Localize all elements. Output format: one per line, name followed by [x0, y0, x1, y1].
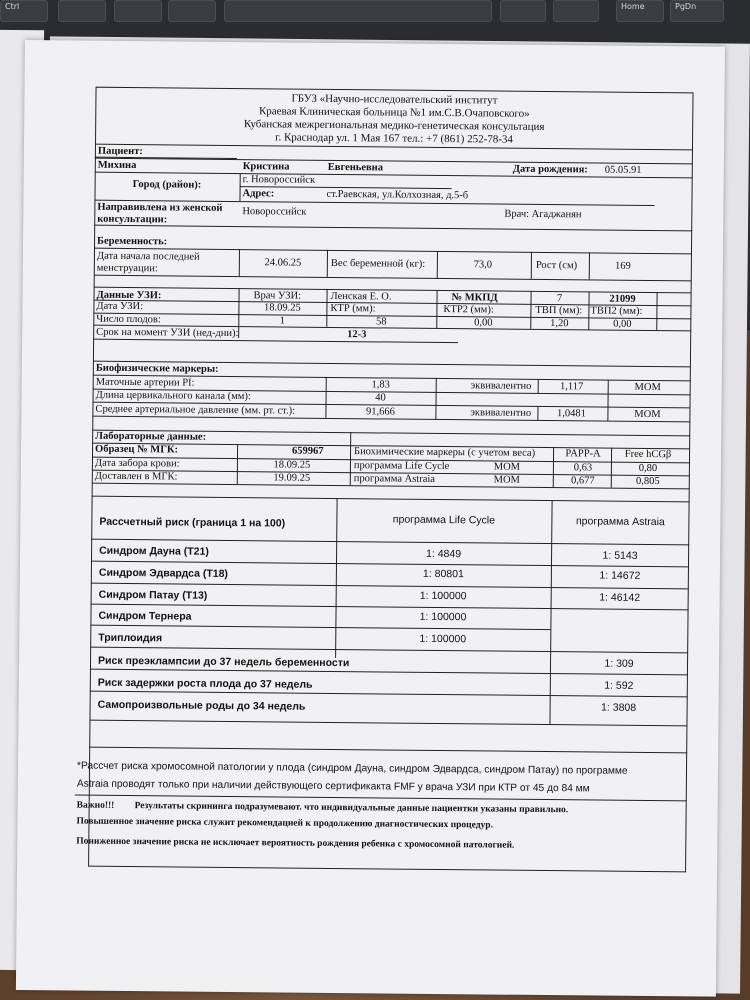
tvp2-value-text: 0,00	[613, 318, 632, 330]
extra-risk-value-text: 1: 309	[604, 657, 634, 670]
patient-section-label: Пациент:	[97, 145, 143, 158]
extra-risk-label: Самопроизвольные роды до 34 недель	[97, 698, 306, 713]
program-1-pappa	[555, 475, 611, 488]
lab-section-label: Лабораторные данные:	[95, 430, 207, 443]
extra-risk-value	[550, 657, 688, 670]
pregnancy-section-label: Беременность:	[97, 235, 168, 248]
bio-label-1: Длина цервикального канала (мм):	[95, 389, 251, 403]
risk-row-label: Синдром Дауна (Т21)	[99, 544, 209, 558]
note-line-3: Пониженное значение риска не исключает вероятность рождения ребенка с хромосомной патологией.	[76, 836, 515, 851]
city-value: г. Новороссийск	[242, 174, 316, 186]
key	[58, 0, 106, 22]
extra-risk-value	[550, 679, 688, 692]
key-ctrl: Ctrl	[0, 0, 48, 22]
us-doctor-value: Ленская Е. О.	[330, 290, 392, 303]
bio-unit-2-text: МОМ	[634, 408, 661, 421]
program-0-name: программа Life Cycle	[353, 460, 450, 473]
bio-value-0	[326, 379, 436, 392]
footnote-line-1: *Рассчет риска хромосомной патологии у плода (синдром Дауна, синдром Эдвардса, синдром Патау) по программе	[76, 760, 628, 777]
key-space	[224, 0, 492, 22]
key-pgdn: PgDn	[670, 0, 724, 22]
us-date-value-text: 18.09.25	[264, 302, 301, 314]
footnote-line-2: Astraia проводят только при наличии действующего сертификакта FMF у врача УЗИ при КТР от 45 до 84 мм	[76, 778, 590, 795]
bio-unit-0-text: МОМ	[634, 381, 661, 394]
ultrasound-section-label: Данные УЗИ:	[96, 289, 162, 302]
program-1-pappa-text: 0,677	[570, 475, 595, 487]
important-text: Результаты скрининга подразумевают. что индивидуальные данные пациентки указаны правильно.	[134, 801, 569, 816]
blood-label: Дата забора крови:	[94, 457, 180, 470]
program-0-unit	[462, 461, 552, 474]
ktr2-value-text: 0,00	[474, 317, 493, 329]
hcg-label-text: Free hCGβ	[624, 448, 672, 461]
fetuses-label: Число плодов:	[96, 313, 161, 326]
tvp-value-text: 1,20	[550, 318, 569, 330]
screening-report	[76, 87, 694, 851]
risk-row-lifecycle	[336, 567, 551, 581]
address-phone: г. Краснодар ул. 1 Мая 167 тел.: +7 (861) 252-78-34	[275, 131, 513, 146]
risk-row-astraia-text: 1: 46142	[599, 591, 641, 604]
important-label: Важно!!!	[76, 800, 115, 811]
tvp-label: ТВП (мм):	[535, 304, 583, 317]
bio-unit-2	[612, 409, 682, 422]
referred-value: Новороссийск	[242, 206, 307, 218]
risk-row-label: Синдром Патау (Т13)	[98, 588, 208, 602]
biophysical-section-label: Биофизические маркеры:	[95, 362, 219, 375]
program-0-unit-text: МОМ	[493, 461, 521, 473]
risk-row-lifecycle	[336, 589, 551, 603]
program-0-pappa	[555, 462, 611, 475]
risk-row-astraia	[551, 549, 689, 562]
risk-row-astraia-text: 1: 5143	[602, 549, 638, 562]
fetuses-value-text: 1	[279, 315, 285, 327]
term-label: Срок на момент УЗИ (нед-дни):	[96, 326, 239, 340]
risk-row-lifecycle	[335, 632, 550, 646]
weight-value	[437, 259, 529, 272]
height-value-text: 169	[614, 260, 631, 272]
bio-label-2: Среднее артериальное давление (мм. рт. ст.):	[95, 403, 296, 417]
patient-last-name: Михина	[97, 159, 137, 172]
risk-row-lifecycle-text: 1: 100000	[419, 610, 467, 624]
term-value: 12-3	[347, 329, 367, 341]
ktr-value-text: 58	[376, 316, 387, 328]
weight-value-text: 73,0	[473, 259, 493, 271]
key	[500, 0, 546, 22]
program-1-name: программа Astraia	[353, 473, 436, 485]
lmp-label: Дата начала последней менструации:	[96, 250, 200, 275]
paper-sheet	[16, 40, 725, 997]
extra-risk-value-text: 1: 592	[604, 679, 634, 692]
address-label: Адрес:	[242, 188, 275, 200]
risk-row-label: Триплоидия	[98, 631, 163, 645]
risk-row-label: Синдром Эдвардса (Т18)	[98, 566, 229, 580]
program-1-hcg-text: 0,805	[635, 475, 660, 488]
key	[114, 0, 162, 22]
referred-label: Направивлена из женской консультации:	[97, 201, 223, 226]
extra-risk-value-text: 1: 3808	[601, 701, 637, 714]
divider	[537, 406, 538, 420]
sample-value: 659967	[292, 445, 324, 457]
pappa-label	[555, 448, 611, 461]
key	[553, 0, 599, 22]
blood-date	[237, 459, 347, 472]
hospital-name: Краевая Клиническая больница №1 им.С.В.Очаповского»	[258, 105, 530, 120]
extra-risk-label: Риск задержки роста плода до 37 недель	[97, 676, 313, 691]
bio-value-1	[326, 392, 436, 405]
weight-label: Вес беременной (кг):	[330, 257, 426, 270]
ktr2-label: КТР2 (мм):	[443, 304, 494, 316]
lmp-value-text: 24.06.25	[264, 257, 302, 269]
bio-eq-0: эквивалентно	[470, 380, 532, 392]
ktr-label: КТР (мм):	[330, 302, 376, 315]
risk-row-lifecycle-text: 1: 100000	[419, 632, 467, 646]
risk-col-astraia-text: программа Astraia	[575, 515, 665, 529]
us-date-value	[238, 302, 326, 315]
dob-label: Дата рождения:	[512, 163, 588, 176]
risk-row-astraia	[551, 569, 689, 582]
risk-row-lifecycle-text: 1: 100000	[419, 589, 467, 603]
bio-label-0: Маточные артерии PI:	[95, 376, 195, 389]
bio-unit-0	[613, 382, 683, 395]
bio-value-1-text: 40	[375, 392, 386, 404]
program-0-pappa-text: 0,63	[573, 462, 593, 474]
program-0-hcg-text: 0,80	[638, 462, 658, 475]
markers-label: Биохимические маркеры (с учетом веса)	[354, 446, 536, 459]
lmp-value	[239, 257, 327, 270]
risk-row-astraia-text: 1: 14672	[599, 569, 641, 582]
pappa-label-text: PAPP-A	[565, 448, 601, 460]
program-0-hcg	[613, 463, 683, 476]
doctor-value: Врач: Агаджанян	[504, 208, 582, 221]
consultation-name: Кубанская межрегиональная медико-генетическая консультация	[243, 118, 545, 133]
height-value	[589, 260, 657, 273]
hcg-label	[613, 449, 683, 462]
risk-row-astraia	[551, 591, 689, 604]
risk-row-lifecycle-text: 1: 80801	[422, 567, 464, 581]
bio-eq-2: эквивалентно	[470, 407, 532, 419]
bio-value-0-text: 1,83	[371, 379, 390, 391]
risk-col-lifecycle	[336, 513, 551, 527]
delivered-date	[237, 472, 347, 485]
extra-risk-value	[550, 701, 688, 714]
blood-date-text: 18.09.25	[273, 459, 311, 471]
bio-value-2	[325, 406, 435, 419]
key-home: Home	[616, 0, 664, 22]
tvp2-label: ТВП2 (мм):	[590, 305, 643, 317]
mkpd-code-text: 7	[556, 293, 563, 305]
divider	[538, 379, 539, 393]
city-label: Город (район):	[132, 179, 202, 191]
address-value: ст.Раевская, ул.Колхозная, д.5-б	[326, 188, 469, 202]
risk-row-lifecycle-text: 1: 4849	[425, 547, 462, 561]
mkpd-number-text: 21099	[609, 293, 636, 305]
mkpd-label: № МКПД	[451, 292, 498, 304]
risk-col-astraia	[551, 515, 689, 528]
bio-mom-2	[539, 408, 603, 421]
delivered-label: Доставлен в МГК:	[94, 470, 178, 483]
program-1-unit	[462, 474, 552, 487]
bio-mom-0	[540, 381, 604, 394]
sample-label: Образец № МГК:	[95, 443, 179, 456]
bio-value-2-text: 91,666	[365, 406, 395, 418]
institute-name: ГБУЗ «Научно-исследовательский институт	[291, 92, 498, 107]
us-date-label: Дата УЗИ:	[96, 300, 144, 313]
risk-row-lifecycle	[335, 610, 550, 624]
risk-title: Рассчетный риск (граница 1 на 100)	[99, 515, 286, 530]
patient-middle-name: Евгеньевна	[327, 161, 384, 174]
bio-mom-2-text: 1,0481	[556, 408, 586, 420]
risk-row-lifecycle	[336, 547, 551, 561]
height-label: Рост (см)	[535, 259, 578, 272]
risk-row-label: Синдром Тернера	[98, 609, 192, 623]
key	[168, 0, 216, 22]
note-line-2: Повышенное значение риска служит рекомендацией к продолжению диагностических процедур.	[76, 816, 494, 831]
us-doctor-label: Врач УЗИ:	[253, 290, 302, 302]
patient-first-name: Кристина	[242, 161, 290, 173]
bio-mom-0-text: 1,117	[560, 381, 584, 393]
program-1-hcg	[613, 476, 683, 489]
delivered-date-text: 19.09.25	[273, 472, 311, 484]
program-1-unit-text: МОМ	[493, 474, 520, 486]
dob-value: 05.05.91	[604, 164, 642, 176]
extra-risk-label: Риск преэклампсии до 37 недель беременности	[97, 654, 350, 670]
risk-col-lifecycle-text: программа Life Cycle	[392, 513, 496, 527]
